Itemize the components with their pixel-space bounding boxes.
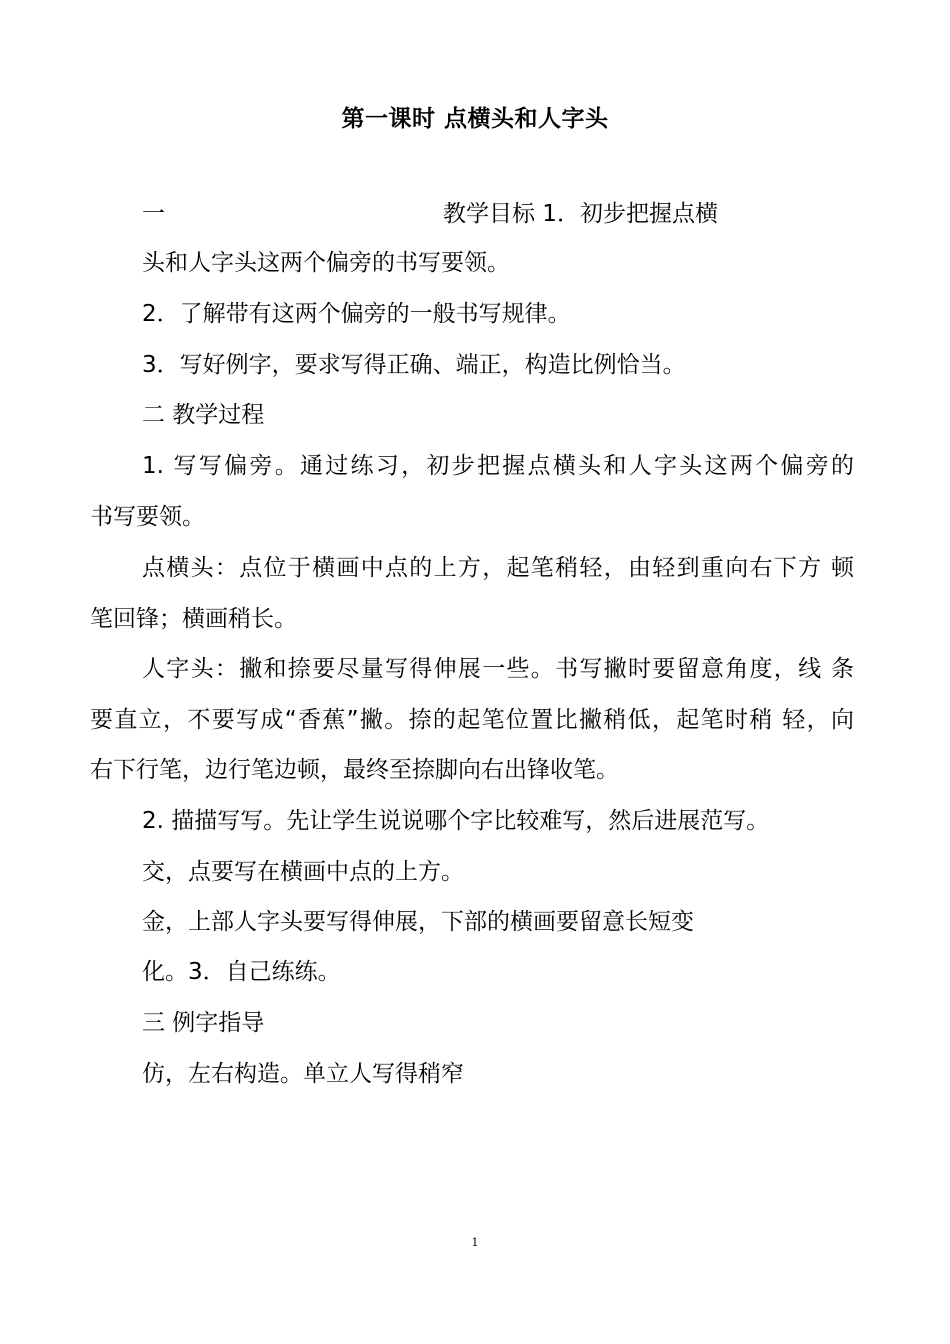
renzitou-paragraph-line2: 要直立，不要写成“香蕉”撇。捺的起笔位置比撇稍低，起笔时稍 轻，向 <box>90 707 854 733</box>
section1-marker: 一 <box>142 201 165 227</box>
page-title: 第一课时 点横头和人字头 <box>341 106 609 132</box>
section2-heading: 二 教学过程 <box>142 402 265 428</box>
jin-paragraph-line1: 金，上部人字头要写得伸展，下部的横画要留意长短变 <box>142 909 694 935</box>
jin-paragraph-line2: 化。3．自己练练。 <box>142 959 341 985</box>
renzitou-paragraph-line1: 人字头：撇和捺要尽量写得伸展一些。书写撇时要留意角度，线 条 <box>142 656 854 682</box>
objective-2: 2．了解带有这两个偏旁的一般书写规律。 <box>142 301 571 327</box>
section3-heading: 三 例字指导 <box>142 1010 265 1036</box>
dianhengtou-paragraph-line1: 点横头：点位于横画中点的上方，起笔稍轻，由轻到重向右下方 顿 <box>142 555 854 581</box>
objective-3: 3．写好例字，要求写得正确、端正，构造比例恰当。 <box>142 352 686 378</box>
objective-1-continued: 头和人字头这两个偏旁的书写要领。 <box>142 250 510 276</box>
fang-paragraph: 仿，左右构造。单立人写得稍窄 <box>142 1061 464 1087</box>
step1-paragraph-line2: 书写要领。 <box>90 504 205 530</box>
renzitou-paragraph-line3: 右下行笔，边行笔边顿，最终至捺脚向右出锋收笔。 <box>90 757 619 783</box>
dianhengtou-paragraph-line2: 笔回锋；横画稍长。 <box>90 606 297 632</box>
step2-paragraph: 2. 描描写写。先让学生说说哪个字比较难写，然后进展范写。 <box>142 808 770 834</box>
section1-heading: 教学目标 1．初步把握点横 <box>443 201 718 227</box>
page-number: 1 <box>471 1236 479 1249</box>
step1-paragraph-line1: 1. 写写偏旁。通过练习，初步把握点横头和人字头这两个偏旁的 <box>142 453 854 479</box>
jiao-paragraph: 交，点要写在横画中点的上方。 <box>142 859 464 885</box>
